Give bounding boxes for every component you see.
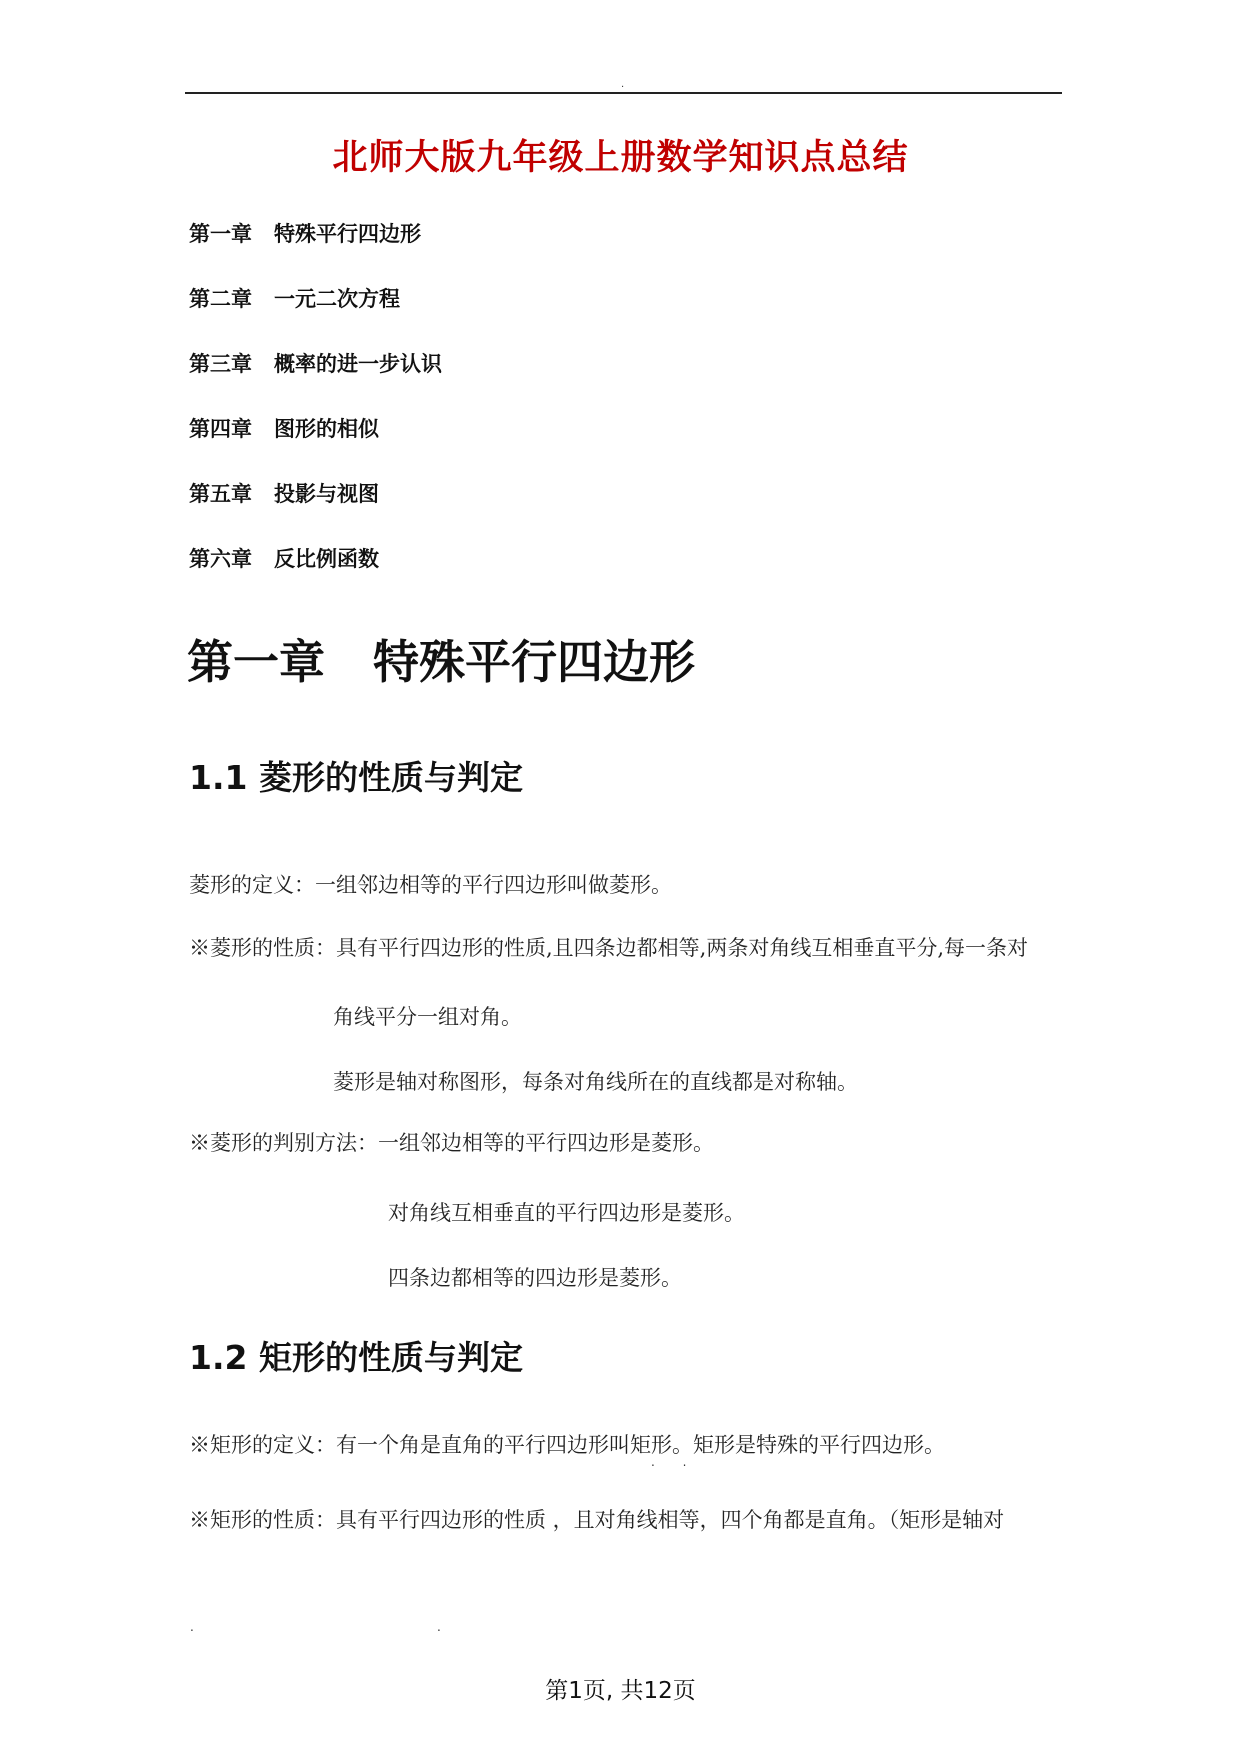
toc-chapter-label: 第一章 [189,222,252,246]
rectangle-definition: ※矩形的定义：有一个角是直角的平行四边形叫矩形。矩形是特殊的平行四边形。 [189,1433,945,1457]
toc-item-2[interactable] [189,283,400,313]
rhombus-criteria: ※菱形的判别方法：一组邻边相等的平行四边形是菱形。 [189,1131,714,1155]
toc-item-1[interactable] [189,218,421,248]
toc-chapter-label: 第二章 [189,287,252,311]
toc-chapter-name: 概率的进一步认识 [274,352,442,376]
toc-item-4[interactable] [189,413,379,443]
rhombus-symmetry: 菱形是轴对称图形，每条对角线所在的直线都是对称轴。 [333,1070,858,1094]
toc-item-3[interactable] [189,348,442,378]
rhombus-criteria-2: 对角线互相垂直的平行四边形是菱形。 [388,1201,745,1225]
toc-chapter-name: 一元二次方程 [274,287,400,311]
rectangle-properties: ※矩形的性质：具有平行四边形的性质 ，且对角线相等，四个角都是直角。（矩形是轴对 [189,1508,1005,1532]
rhombus-definition: 菱形的定义：一组邻边相等的平行四边形叫做菱形。 [189,873,672,897]
toc-chapter-name: 图形的相似 [274,417,379,441]
rhombus-properties: ※菱形的性质：具有平行四边形的性质,且四条边都相等,两条对角线互相垂直平分,每一条对 [189,936,1029,960]
toc-chapter-name: 投影与视图 [274,482,379,506]
section-heading-1-1: 1.1 菱形的性质与判定 [189,758,523,797]
section-heading-1-2: 1.2 矩形的性质与判定 [189,1338,523,1377]
footer-dot-left: . [190,1620,194,1634]
toc-item-5[interactable] [189,478,379,508]
page-number: 第1页, 共12页 [545,1678,696,1704]
chapter-name: 特殊平行四边形 [373,635,695,689]
toc-chapter-label: 第三章 [189,352,252,376]
toc-chapter-label: 第六章 [189,547,252,571]
toc-chapter-label: 第五章 [189,482,252,506]
toc-chapter-label: 第四章 [189,417,252,441]
rhombus-properties-cont: 角线平分一组对角。 [333,1005,522,1029]
rhombus-criteria-3: 四条边都相等的四边形是菱形。 [388,1266,682,1290]
toc-item-6[interactable] [189,543,379,573]
footer-dot-right: . [437,1620,441,1634]
toc-chapter-name: 特殊平行四边形 [274,222,421,246]
header-dot: . [621,79,625,90]
emphasis-marks: . . [651,1455,699,1469]
chapter-label: 第一章 [187,635,325,689]
document-title: 北师大版九年级上册数学知识点总结 [332,138,909,178]
header-rule [185,92,1062,94]
toc-chapter-name: 反比例函数 [274,547,379,571]
chapter-heading [187,626,695,692]
